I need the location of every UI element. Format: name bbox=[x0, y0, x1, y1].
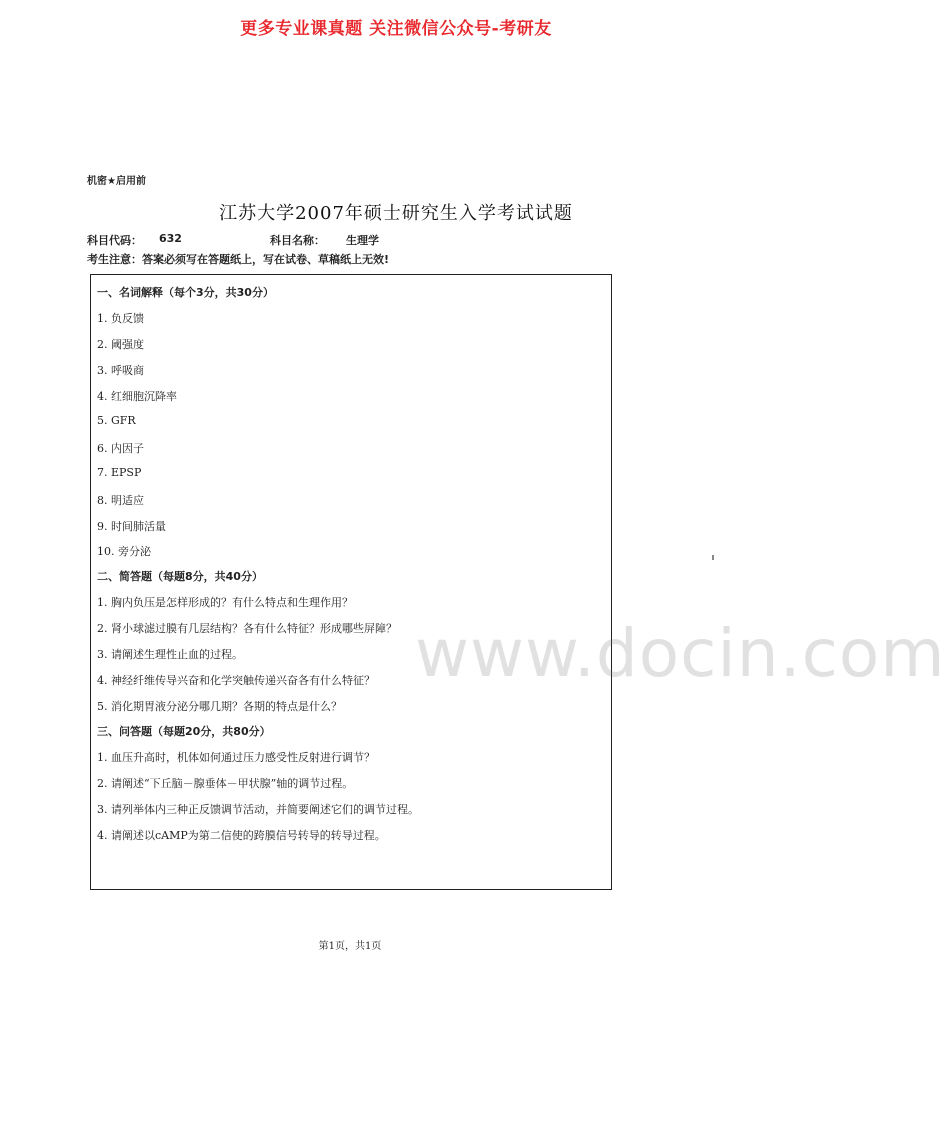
section-heading: 一、名词解释（每个3分，共30分） bbox=[97, 286, 274, 299]
question-item: 2. 请阐述“下丘脑－腺垂体－甲状腺”轴的调节过程。 bbox=[97, 777, 354, 790]
question-item: 10. 旁分泌 bbox=[97, 545, 151, 558]
exam-question-box bbox=[90, 274, 612, 890]
section-heading: 二、简答题（每题8分，共40分） bbox=[97, 570, 263, 583]
question-item: 4. 请阐述以cAMP为第二信使的跨膜信号转导的转导过程。 bbox=[97, 829, 386, 842]
question-item: 1. 胸内负压是怎样形成的？有什么特点和生理作用？ bbox=[97, 596, 353, 609]
question-item: 3. 呼吸商 bbox=[97, 364, 144, 377]
question-item: 3. 请列举体内三种正反馈调节活动，并简要阐述它们的调节过程。 bbox=[97, 803, 419, 816]
subject-code-label: 科目代码： bbox=[87, 234, 142, 247]
page-footer: 第1页，共1页 bbox=[318, 941, 382, 952]
question-item: 2. 肾小球滤过膜有几层结构？各有什么特征？形成哪些屏障？ bbox=[97, 622, 397, 635]
question-item: 4. 神经纤维传导兴奋和化学突触传递兴奋各有什么特征？ bbox=[97, 674, 375, 687]
classification-label: 机密★启用前 bbox=[87, 176, 146, 187]
candidate-notice: 考生注意：答案必须写在答题纸上，写在试卷、草稿纸上无效! bbox=[87, 253, 390, 266]
question-item: 4. 红细胞沉降率 bbox=[97, 390, 177, 403]
promo-banner: 更多专业课真题 关注微信公众号-考研友 bbox=[240, 19, 552, 39]
question-item: 8. 明适应 bbox=[97, 494, 144, 507]
subject-name-label: 科目名称： bbox=[270, 234, 325, 247]
question-item: 1. 负反馈 bbox=[97, 312, 144, 325]
question-item: 1. 血压升高时，机体如何通过压力感受性反射进行调节？ bbox=[97, 751, 375, 764]
question-item: 9. 时间肺活量 bbox=[97, 520, 166, 533]
scan-speck bbox=[712, 555, 714, 560]
question-item: 5. 消化期胃液分泌分哪几期？各期的特点是什么？ bbox=[97, 700, 342, 713]
section-heading: 三、问答题（每题20分，共80分） bbox=[97, 725, 271, 738]
question-item: 2. 阈强度 bbox=[97, 338, 144, 351]
subject-name-value: 生理学 bbox=[346, 234, 379, 247]
question-item: 3. 请阐述生理性止血的过程。 bbox=[97, 648, 243, 661]
question-item: 5. GFR bbox=[97, 414, 136, 427]
question-item: 7. EPSP bbox=[97, 466, 142, 479]
exam-title: 江苏大学2007年硕士研究生入学考试试题 bbox=[219, 203, 573, 224]
watermark: www.docin.com bbox=[415, 615, 946, 692]
question-item: 6. 内因子 bbox=[97, 442, 144, 455]
subject-code-value: 632 bbox=[159, 232, 182, 245]
